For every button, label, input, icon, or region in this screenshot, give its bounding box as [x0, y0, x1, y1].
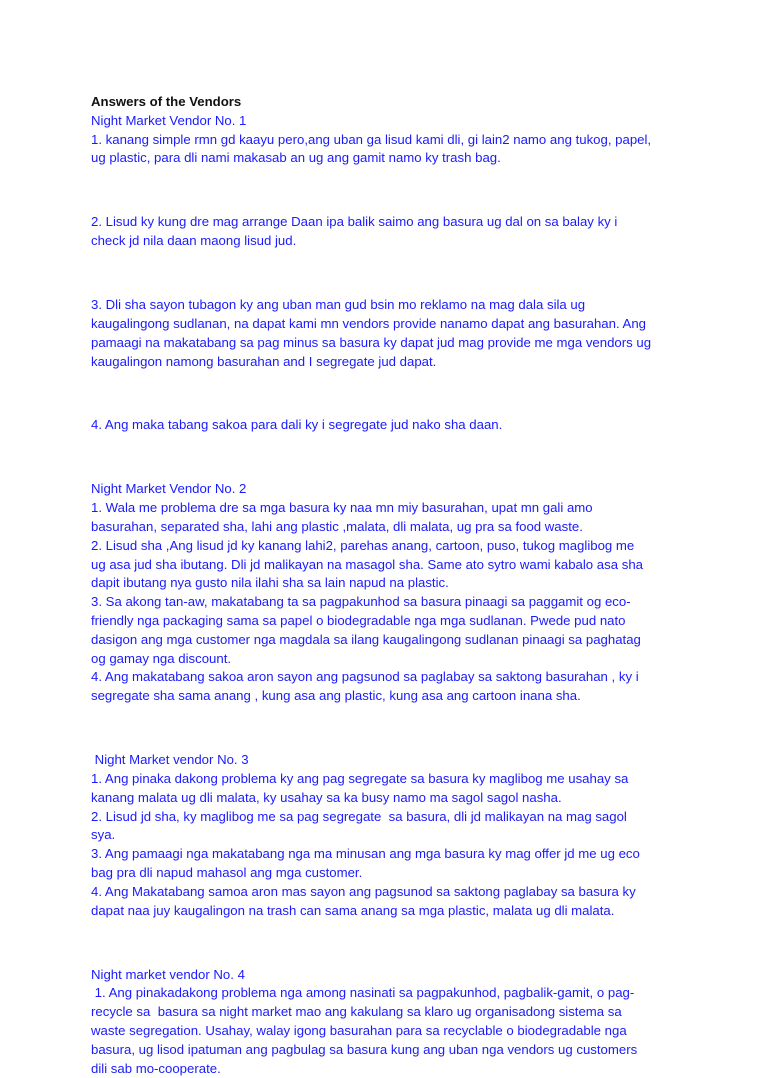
answer-line: dasigon ang mga customer nga magdala sa ilang kaugalingong sudlanan pinaagi sa paghatag [91, 631, 641, 647]
answer-line: dapit ibutang nya gusto nila ilahi sha sa lain napud na plastic. [91, 575, 449, 591]
answer-line: waste segregation. Usahay, walay igong basurahan para sa recyclable o biodegradable nga [91, 1022, 627, 1038]
answer-line: ug plastic, para dli nami makasab an ug ang gamit namo ky trash bag. [91, 150, 501, 166]
answer-line: recycle sa basura sa night market mao ang kakulang sa klaro ug organisadong sistema sa [91, 1004, 622, 1020]
vendor-section-title: Night market vendor No. 4 [91, 966, 245, 982]
answer-line: 3. Sa akong tan-aw, makatabang ta sa pagpakunhod sa basura pinaagi sa paggamit og eco- [91, 594, 631, 610]
answer-line: 2. Lisud ky kung dre mag arrange Daan ipa balik saimo ang basura ug dal on sa balay ky i [91, 214, 618, 230]
vendor-section-title: Night Market Vendor No. 2 [91, 481, 247, 497]
answer-line: dapat naa juy kaugalingon na trash can sama anang sa mga plastic, malata ug dli malata. [91, 902, 615, 918]
answer-line: sya. [91, 827, 116, 843]
answer-line: segregate sha sama anang , kung asa ang plastic, kung asa ang cartoon inana sha. [91, 688, 581, 704]
answer-line: 3. Dli sha sayon tubagon ky ang uban man gud bsin mo reklamo na mag dala sila ug [91, 297, 586, 313]
answer-line: check jd nila daan maong lisud jud. [91, 233, 297, 249]
answer-line: 2. Lisud sha ,Ang lisud jd ky kanang lahi2, parehas anang, cartoon, puso, tukog maglibog me [91, 537, 635, 553]
answer-line: 1. Wala me problema dre sa mga basura ky naa mn miy basurahan, upat mn gali amo [91, 500, 593, 516]
answer-line: friendly nga packaging sama sa papel o biodegradable nga mga sudlanan. Pwede pud nato [91, 613, 626, 629]
answer-line: kaugalingon namong basurahan and I segregate jud dapat. [91, 353, 437, 369]
answer-line: 1. Ang pinakadakong problema nga among nasinati sa pagpakunhod, pagbalik-gamit, o pag- [91, 985, 635, 1001]
answer-line: 4. Ang Makatabang samoa aron mas sayon ang pagsunod sa saktong paglabay sa basura ky [91, 883, 636, 899]
answer-line: kaugalingong sudlanan, na dapat kami mn vendors provide nanamo dapat ang basurahan. Ang [91, 315, 647, 331]
answer-line: 1. Ang pinaka dakong problema ky ang pag segregate sa basura ky maglibog me usahay sa [91, 770, 629, 786]
answer-line: 1. kanang simple rmn gd kaayu pero,ang uban ga lisud kami dli, gi lain2 namo ang tukog, papel, [91, 131, 652, 147]
blank-line [91, 264, 691, 283]
answer-line: kanang malata ug dli malata, ky usahay sa ka busy namo ma sagol sagol nasha. [91, 789, 562, 805]
vendor-section-title: Night Market Vendor No. 1 [91, 112, 247, 128]
blank-line [91, 719, 691, 738]
answer-line: 3. Ang pamaagi nga makatabang nga ma minusan ang mga basura ky mag offer jd me ug eco [91, 846, 640, 862]
answer-line: 2. Lisud jd sha, ky maglibog me sa pag segregate sa basura, dli jd malikayan na mag sagol [91, 808, 627, 824]
answer-line: basura, ug lisod ipatuman ang pagbulag sa basura kung ang uban nga vendors ug customers [91, 1041, 638, 1057]
blank-line [91, 448, 691, 467]
answers-body [91, 112, 691, 1078]
answer-line: 4. Ang maka tabang sakoa para dali ky i segregate jud nako sha daan. [91, 417, 503, 433]
answer-line: ug asa jud sha ibutang. Dli jd malikayan na masagol sha. Same ato sytro wami kabalo asa sha [91, 556, 643, 572]
document-heading: Answers of the Vendors [91, 94, 242, 109]
answer-line: basurahan, separated sha, lahi ang plastic ,malata, dli malata, ug pra sa food waste. [91, 519, 583, 535]
document-page [91, 93, 691, 1078]
answer-line: dili sab mo-cooperate. [91, 1060, 221, 1076]
blank-line [91, 181, 691, 200]
answer-line: bag pra dli napud mahasol ang mga customer. [91, 864, 363, 880]
answer-line: og gamay nga discount. [91, 650, 232, 666]
answer-line: 4. Ang makatabang sakoa aron sayon ang pagsunod sa paglabay sa saktong basurahan , ky i [91, 669, 639, 685]
vendor-section-title: Night Market vendor No. 3 [91, 752, 249, 768]
blank-line [91, 934, 691, 953]
blank-line [91, 385, 691, 404]
answer-line: pamaagi na makatabang sa pag minus sa basura ky dapat jud mag provide me mga vendors ug [91, 334, 652, 350]
